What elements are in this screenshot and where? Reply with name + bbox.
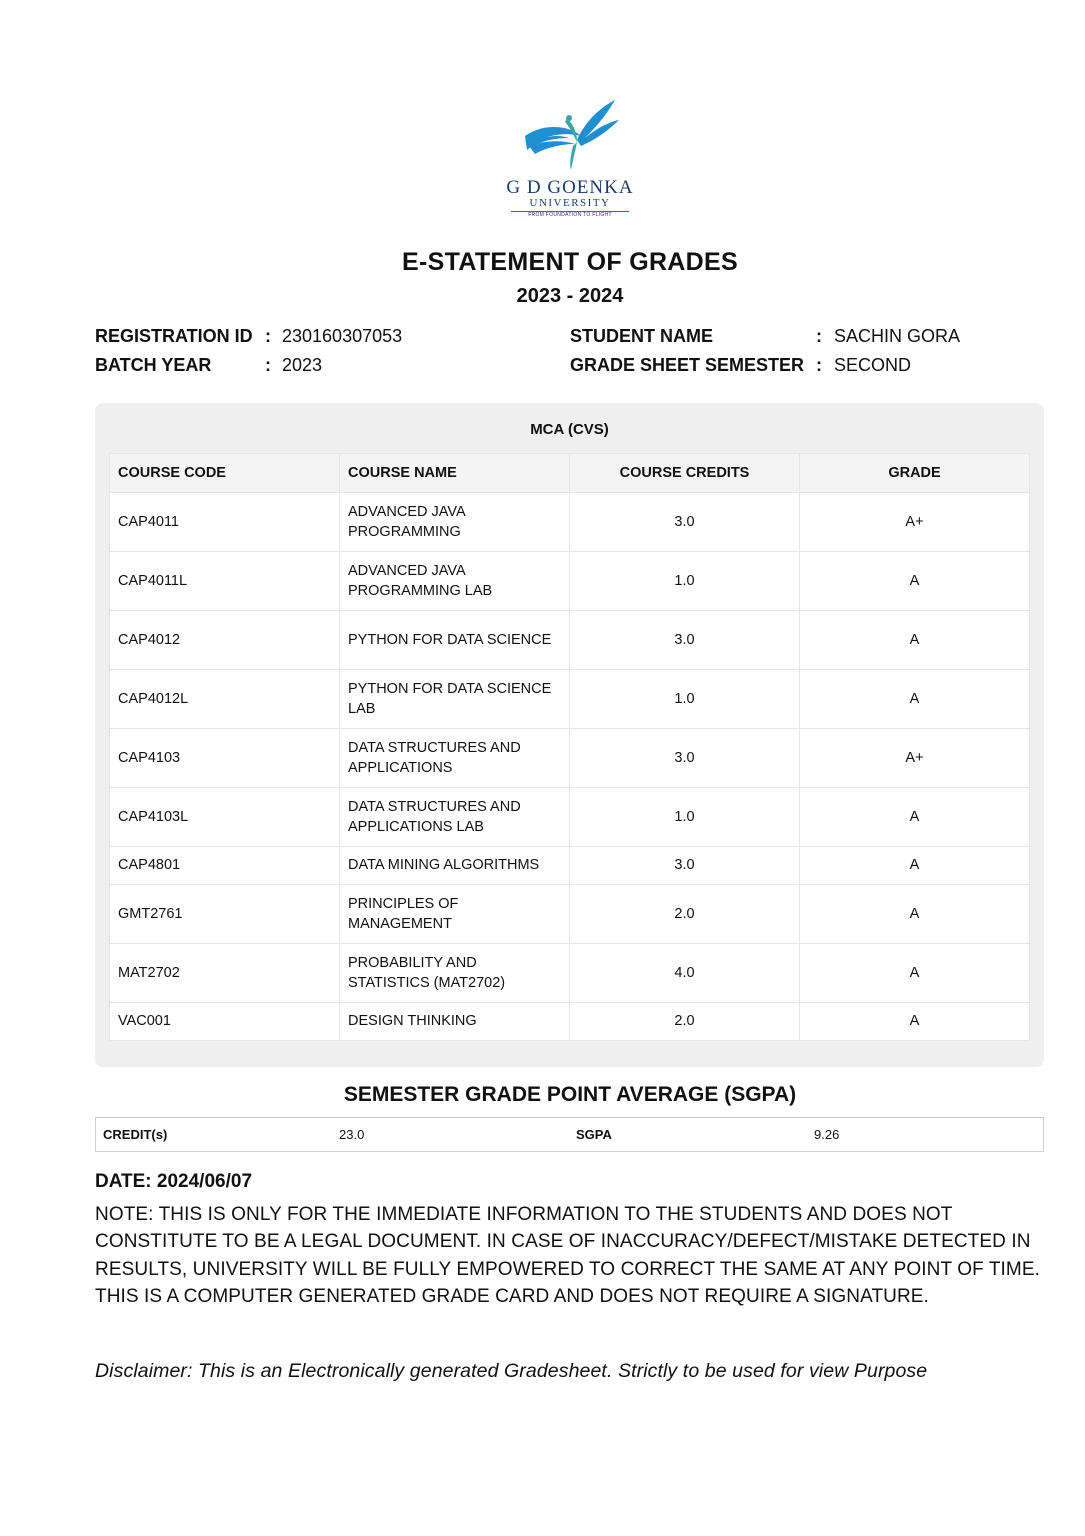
table-row: [110, 1003, 1030, 1041]
colon: :: [265, 326, 271, 346]
credits-value: 23.0: [339, 1127, 365, 1142]
course-name: ADVANCED JAVA PROGRAMMING LAB: [340, 552, 570, 611]
issue-date: DATE: 2024/06/07: [95, 1171, 253, 1192]
batch-value: 2023: [282, 355, 323, 375]
course-code: CAP4011: [110, 493, 340, 552]
university-logo: [500, 96, 640, 226]
course-code: GMT2761: [110, 885, 340, 944]
grades-panel: [95, 403, 1044, 1067]
header-grade: GRADE: [800, 454, 1030, 493]
course-credits: 2.0: [570, 885, 800, 944]
batch-label: BATCH YEAR: [95, 355, 212, 375]
course-name: DESIGN THINKING: [340, 1003, 570, 1041]
legal-note: NOTE: THIS IS ONLY FOR THE IMMEDIATE INFORMATION TO THE STUDENTS AND DOES NOT CONSTITUTE TO BE A LEGAL DOCUMENT. IN CASE OF INACCURACY/DEFECT/MISTAKE DETECTED IN RESULTS, UNIVERSITY WILL BE FULLY EMPOWERED TO CORRECT THE SAME AT ANY POINT OF TIME. THIS IS A COMPUTER GENERATED GRADE CARD AND DOES NOT REQUIRE A SIGNATURE.: [95, 1204, 1040, 1307]
table-row: [110, 670, 1030, 729]
course-code: CAP4012L: [110, 670, 340, 729]
sgpa-title: SEMESTER GRADE POINT AVERAGE (SGPA): [343, 1083, 797, 1106]
registration-row: [95, 322, 402, 351]
table-row: [110, 493, 1030, 552]
course-grade: A: [800, 944, 1030, 1003]
course-grade: A+: [800, 493, 1030, 552]
course-grade: A: [800, 788, 1030, 847]
student-info-left: [95, 322, 402, 380]
semester-label: GRADE SHEET SEMESTER: [570, 355, 805, 375]
course-credits: 3.0: [570, 729, 800, 788]
course-name: PRINCIPLES OF MANAGEMENT: [340, 885, 570, 944]
table-row: [110, 552, 1030, 611]
course-grade: A: [800, 1003, 1030, 1041]
course-name: PROBABILITY AND STATISTICS (MAT2702): [340, 944, 570, 1003]
registration-value: 230160307053: [282, 326, 403, 346]
course-name: DATA STRUCTURES AND APPLICATIONS: [340, 729, 570, 788]
student-name-value: SACHIN GORA: [834, 326, 961, 346]
colon: :: [265, 355, 271, 375]
disclaimer: Disclaimer: This is an Electronically generated Gradesheet. Strictly to be used for view Purpose: [95, 1360, 928, 1382]
credits-label: CREDIT(s): [103, 1127, 168, 1142]
course-credits: 3.0: [570, 611, 800, 670]
student-name-row: [570, 322, 960, 351]
course-name: PYTHON FOR DATA SCIENCE LAB: [340, 670, 570, 729]
course-grade: A: [800, 885, 1030, 944]
header-course-credits: COURSE CREDITS: [570, 454, 800, 493]
table-row: [110, 788, 1030, 847]
course-grade: A: [800, 670, 1030, 729]
course-code: CAP4801: [110, 847, 340, 885]
course-grade: A: [800, 552, 1030, 611]
course-code: CAP4012: [110, 611, 340, 670]
registration-label: REGISTRATION ID: [95, 326, 253, 346]
table-row: [110, 944, 1030, 1003]
course-credits: 1.0: [570, 552, 800, 611]
sgpa-value: 9.26: [814, 1127, 840, 1142]
colon: :: [816, 326, 822, 346]
table-row: [110, 847, 1030, 885]
course-code: CAP4011L: [110, 552, 340, 611]
course-grade: A: [800, 611, 1030, 670]
semester-value: SECOND: [834, 355, 912, 375]
document-title: E-STATEMENT OF GRADES: [402, 248, 738, 276]
session-year: 2023 - 2024: [516, 285, 624, 307]
student-info-right: [570, 322, 960, 380]
sgpa-summary: [95, 1117, 1044, 1152]
table-row: [110, 729, 1030, 788]
sgpa-label: SGPA: [576, 1127, 612, 1142]
university-name: G D GOENKA: [506, 177, 634, 198]
colon: :: [816, 355, 822, 375]
university-sub: UNIVERSITY: [529, 197, 611, 209]
table-header-row: [110, 454, 1030, 493]
semester-row: [570, 351, 960, 380]
header-course-code: COURSE CODE: [110, 454, 340, 493]
course-credits: 3.0: [570, 847, 800, 885]
course-code: MAT2702: [110, 944, 340, 1003]
course-credits: 3.0: [570, 493, 800, 552]
course-credits: 2.0: [570, 1003, 800, 1041]
course-code: CAP4103: [110, 729, 340, 788]
university-tagline: FROM FOUNDATION TO FLIGHT: [528, 212, 612, 218]
course-grade: A+: [800, 729, 1030, 788]
course-code: CAP4103L: [110, 788, 340, 847]
course-credits: 4.0: [570, 944, 800, 1003]
course-credits: 1.0: [570, 670, 800, 729]
course-code: VAC001: [110, 1003, 340, 1041]
course-name: ADVANCED JAVA PROGRAMMING: [340, 493, 570, 552]
course-name: DATA STRUCTURES AND APPLICATIONS LAB: [340, 788, 570, 847]
course-name: DATA MINING ALGORITHMS: [340, 847, 570, 885]
batch-row: [95, 351, 402, 380]
program-name: MCA (CVS): [530, 421, 609, 438]
student-name-label: STUDENT NAME: [570, 326, 713, 346]
table-row: [110, 611, 1030, 670]
bird-emblem-icon: [515, 96, 625, 176]
course-name: PYTHON FOR DATA SCIENCE: [340, 611, 570, 670]
header-course-name: COURSE NAME: [340, 454, 570, 493]
grades-table: [109, 453, 1030, 1041]
table-row: [110, 885, 1030, 944]
course-credits: 1.0: [570, 788, 800, 847]
course-grade: A: [800, 847, 1030, 885]
